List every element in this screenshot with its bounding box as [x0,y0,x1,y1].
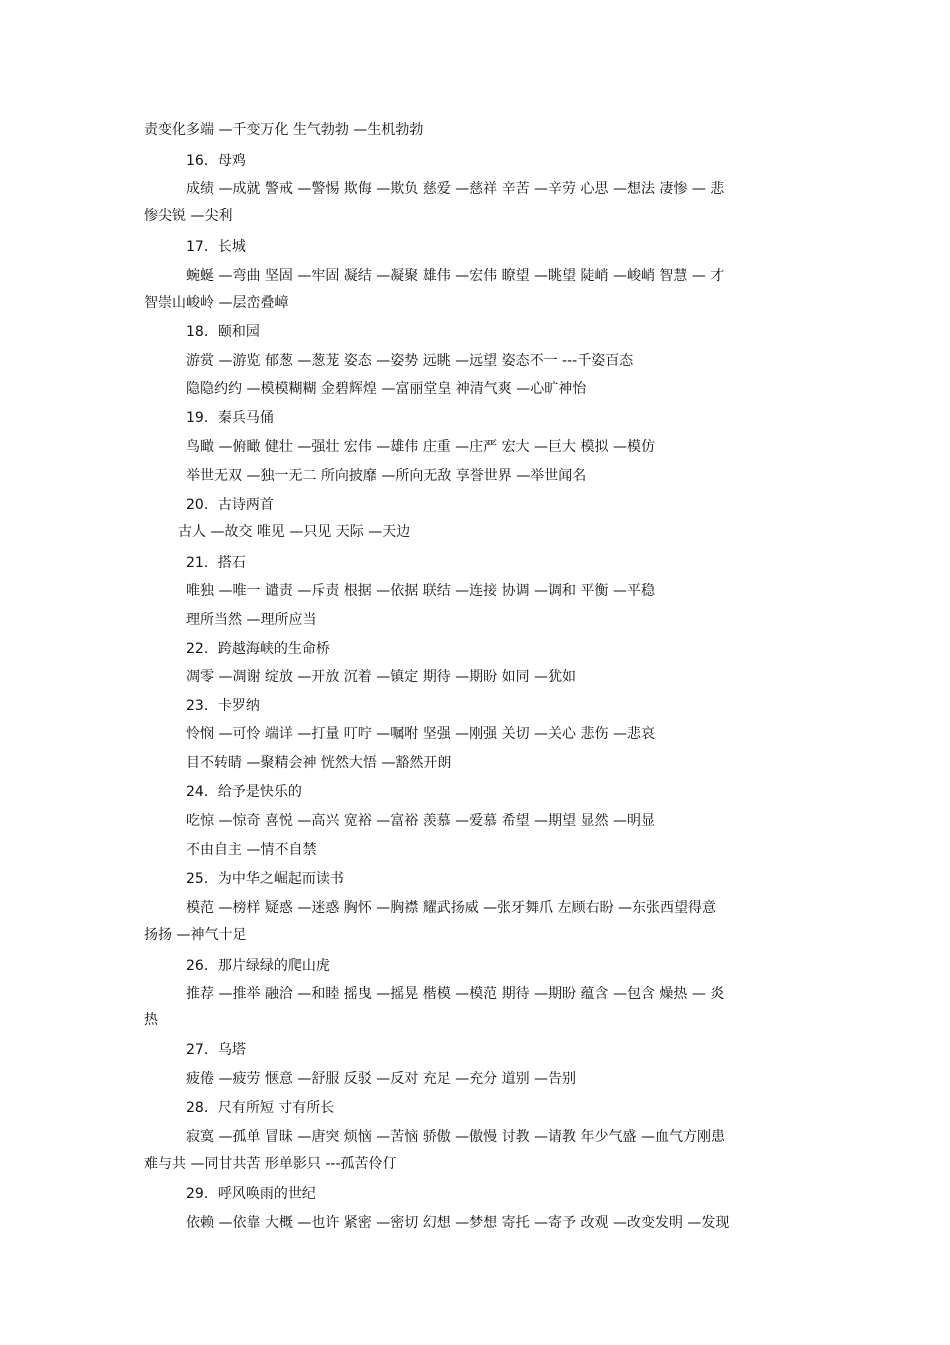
section-heading: 18．颐和园 [186,324,260,340]
text-line: 寂寞 —孤单 冒昧 —唐突 烦恼 —苦恼 骄傲 —傲慢 讨教 —请教 年少气盛 —血气方刚患 [186,1129,725,1145]
text-line: 智崇山峻岭 —层峦叠嶂 [144,295,289,311]
text-line: 凋零 —凋谢 绽放 —开放 沉着 —镇定 期待 —期盼 如同 —犹如 [186,669,577,685]
section-heading: 26．那片绿绿的爬山虎 [186,958,330,974]
text-line: 难与共 —同甘共苦 形单影只 ---孤苦伶仃 [144,1156,397,1172]
section-heading: 25．为中华之崛起而读书 [186,871,344,887]
text-line: 目不转睛 —聚精会神 恍然大悟 —豁然开朗 [186,755,452,771]
text-line: 疲倦 —疲劳 惬意 —舒服 反驳 —反对 充足 —充分 道别 —告别 [186,1071,577,1087]
section-heading: 27．乌塔 [186,1042,246,1058]
text-line: 游赏 —游览 郁葱 —葱茏 姿态 —姿势 远眺 —远望 姿态不一 ---千姿百态 [186,353,634,369]
section-heading: 29．呼风唤雨的世纪 [186,1186,316,1202]
text-line: 理所当然 —理所应当 [186,612,317,628]
section-heading: 16．母鸡 [186,153,246,169]
section-heading: 19．秦兵马俑 [186,410,274,426]
text-line: 吃惊 —惊奇 喜悦 —高兴 宽裕 —富裕 羡慕 —爱慕 希望 —期望 显然 —明显 [186,813,655,829]
text-line: 蜿蜒 —弯曲 坚固 —牢固 凝结 —凝聚 雄伟 —宏伟 瞭望 —眺望 陡峭 —峻峭 智慧 — 才 [186,268,725,284]
text-line: 鸟瞰 —俯瞰 健壮 —强壮 宏伟 —雄伟 庄重 —庄严 宏大 —巨大 模拟 —模仿 [186,439,655,455]
text-line: 不由自主 —情不自禁 [186,842,317,858]
text-line: 隐隐约约 —模模糊糊 金碧辉煌 —富丽堂皇 神清气爽 —心旷神怡 [186,381,587,397]
section-heading: 22．跨越海峡的生命桥 [186,641,330,657]
section-heading: 17．长城 [186,239,246,255]
text-line: 举世无双 —独一无二 所向披靡 —所向无敌 享誉世界 —举世闻名 [186,468,587,484]
text-line: 扬扬 —神气十足 [144,927,247,943]
text-line: 怜悯 —可怜 端详 —打量 叮咛 —嘱咐 坚强 —刚强 关切 —关心 悲伤 —悲哀 [186,726,655,742]
text-line: 依赖 —依靠 大概 —也许 紧密 —密切 幻想 —梦想 寄托 —寄予 改观 —改变发明 —发现 [186,1215,730,1231]
text-line: 推荐 —推举 融洽 —和睦 摇曳 —摇晃 楷模 —模范 期待 —期盼 蕴含 —包含 燥热 — 炎 [186,986,725,1002]
text-line: 惨尖锐 —尖利 [144,208,233,224]
text-line: 古人 —故交 唯见 —只见 天际 —天边 [178,524,411,540]
section-heading: 28．尺有所短 寸有所长 [186,1100,335,1116]
text-line: 唯独 —唯一 谴责 —斥责 根据 —依据 联结 —连接 协调 —调和 平衡 —平稳 [186,583,655,599]
text-line: 模范 —榜样 疑惑 —迷惑 胸怀 —胸襟 耀武扬威 —张牙舞爪 左顾右盼 —东张西望得意 [186,900,717,916]
text-line: 责变化多端 —千变万化 生气勃勃 —生机勃勃 [144,122,424,138]
section-heading: 21．搭石 [186,555,246,571]
text-line: 成绩 —成就 警戒 —警惕 欺侮 —欺负 慈爱 —慈祥 辛苦 —辛劳 心思 —想法 凄惨 — 悲 [186,181,725,197]
section-heading: 23．卡罗纳 [186,698,260,714]
section-heading: 20．古诗两首 [186,497,274,513]
text-line: 热 [144,1012,158,1028]
section-heading: 24．给予是快乐的 [186,784,302,800]
